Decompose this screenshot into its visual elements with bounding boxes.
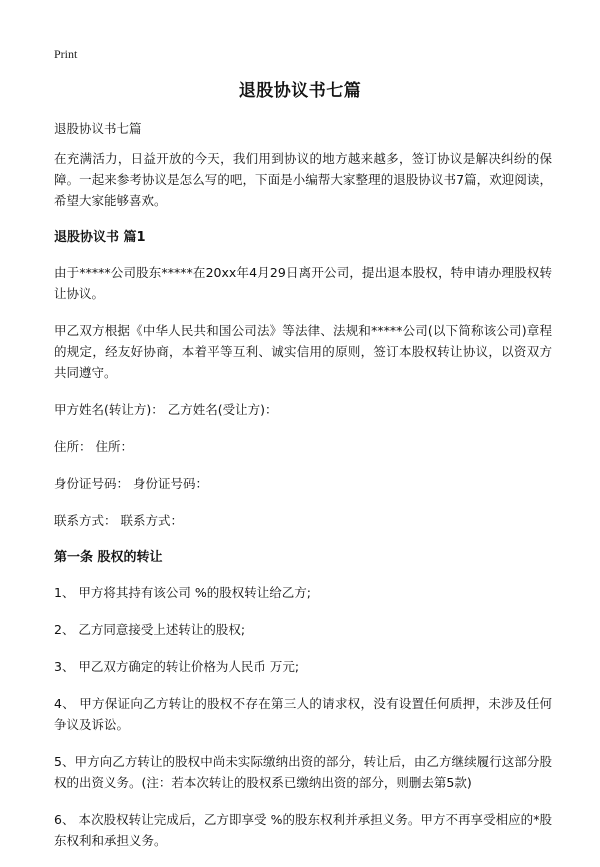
clause-item: 6、 本次股权转让完成后，乙方即享受 %的股东权利并承担义务。甲方不再享受相应的*股东权利和承担义务。 [54,812,552,848]
print-link[interactable]: Print [54,47,78,61]
document-subtitle: 退股协议书七篇 [54,121,142,136]
section-heading: 退股协议书 篇1 [54,230,146,245]
party-id-numbers: 身份证号码： 身份证号码： [54,476,208,491]
clause-item: 3、 甲乙双方确定的转让价格为人民币 万元; [54,659,300,674]
document-body [54,118,552,867]
paragraph-basis: 甲乙双方根据《中华人民共和国公司法》等法律、法规和*****公司(以下简称该公司)章程的规定，经友好协商，本着平等互利、诚实信用的原则，签订本股权转让协议，以资双方共同遵守。 [54,323,552,380]
party-addresses: 住所： 住所： [54,439,133,454]
document-title: 退股协议书七篇 [238,81,362,101]
paragraph-reason: 由于*****公司股东*****在20xx年4月29日离开公司，提出退本股权，特申请办理股权转让协议。 [54,265,552,301]
clause-item: 2、 乙方同意接受上述转让的股权; [54,622,246,637]
clause-item: 1、 甲方将其持有该公司 %的股权转让给乙方; [54,585,311,600]
article-heading: 第一条 股权的转让 [54,550,163,565]
clause-item: 5、甲方向乙方转让的股权中尚未实际缴纳出资的部分，转让后，由乙方继续履行这部分股权的出资义务。(注：若本次转让的股权系已缴纳出资的部分，则删去第5款) [54,754,552,790]
intro-paragraph: 在充满活力，日益开放的今天，我们用到协议的地方越来越多，签订协议是解决纠纷的保障。一起来参考协议是怎么写的吧，下面是小编帮大家整理的退股协议书7篇，欢迎阅读，希望大家能够喜欢。 [54,151,552,208]
party-contacts: 联系方式： 联系方式： [54,513,183,528]
clause-item: 4、 甲方保证向乙方转让的股权不存在第三人的请求权，没有设置任何质押，未涉及任何争议及诉讼。 [54,696,552,732]
party-names: 甲方姓名(转让方)： 乙方姓名(受让方)： [54,402,278,417]
